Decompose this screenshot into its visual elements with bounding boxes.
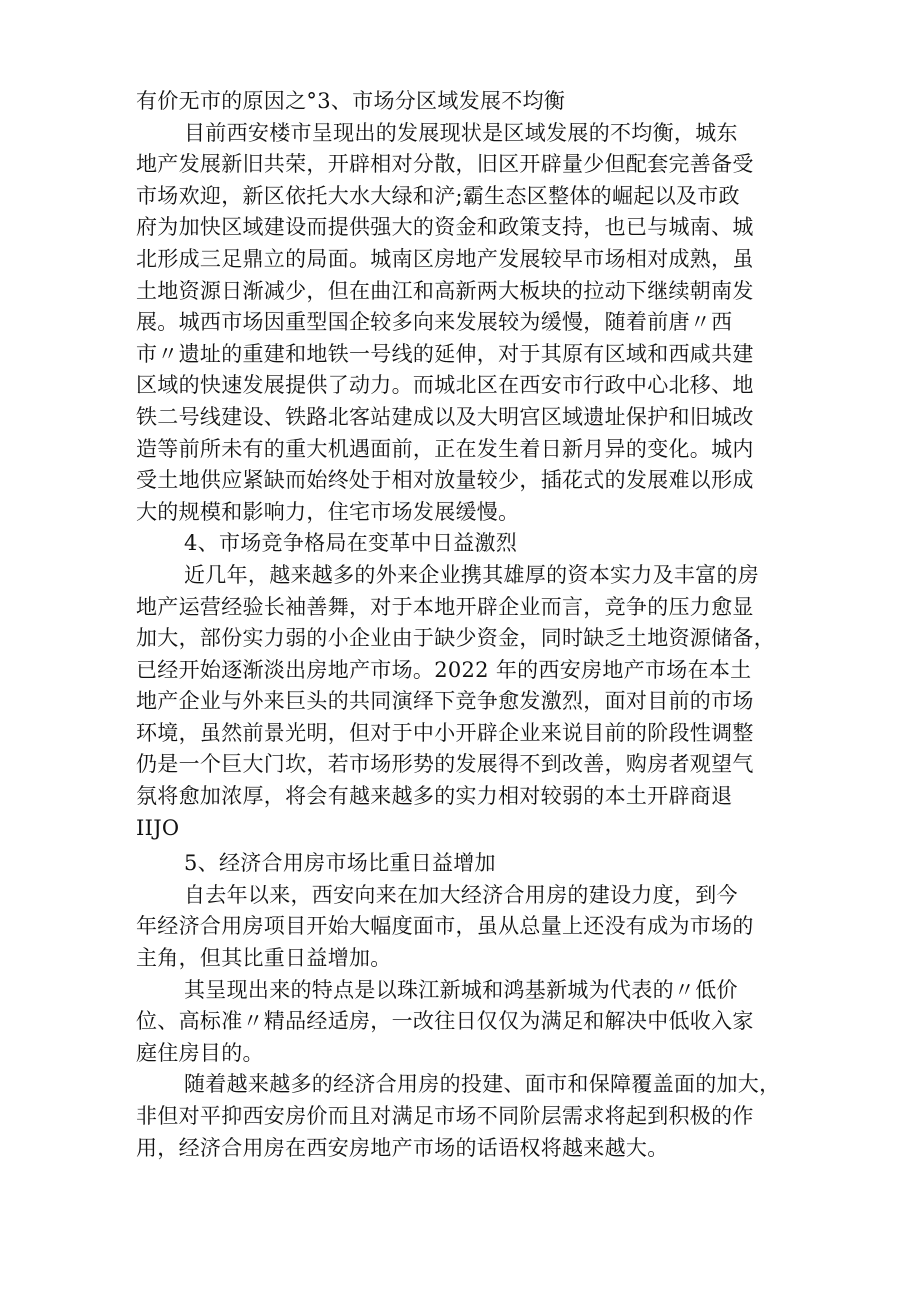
text-line: 展。城西市场因重型国企较多向来发展较为缓慢，随着前唐〃西 <box>136 310 733 335</box>
text-line: 非但对平抑西安房价而且对满足市场不同阶层需求将起到积极的作 <box>136 1104 754 1128</box>
text-line: 位、高标准〃精品经适房，一改往日仅仅为满足和解决中低收入家 <box>136 1009 754 1034</box>
text-line: 大的规模和影响力，住宅市场发展缓慢。 <box>136 499 520 524</box>
section-heading-5: 5、经济合用房市场比重日益增加 <box>184 851 496 876</box>
paragraph-start: 自去年以来，西安向来在加大经济合用房的建设力度，到今 <box>184 882 738 907</box>
text-line: 地产发展新旧共荣，开辟相对分散，旧区开辟量少但配套完善备受 <box>136 152 754 177</box>
paragraph-start: 目前西安楼市呈现出的发展现状是区域发展的不均衡，城东 <box>184 120 738 145</box>
text-line: 受土地供应紧缺而始终处于相对放量较少，插花式的发展难以形成 <box>136 468 754 493</box>
text-line: 氛将愈加浓厚，将会有越来越多的实力相对较弱的本土开辟商退 <box>136 784 733 809</box>
document-body <box>136 86 816 1164</box>
paragraph-start: 随着越来越多的经济合用房的投建、面市和保障覆盖面的加大， <box>184 1072 781 1097</box>
text-line: 市场欢迎，新区依托大水大绿和浐;霸生态区整体的崛起以及市政 <box>136 183 740 208</box>
text-line: 仍是一个巨大门坎，若市场形势的发展得不到改善，购房者观望气 <box>136 752 754 777</box>
text-line: 用，经济合用房在西安房地产市场的话语权将越来越大。 <box>136 1135 669 1160</box>
text-line: 府为加快区域建设而提供强大的资金和政策支持，也已与城南、城 <box>136 215 754 240</box>
paragraph-start: 近几年，越来越多的外来企业携其雄厚的资本实力及丰富的房 <box>184 562 760 587</box>
text-line: IIJO <box>136 815 180 840</box>
text-line: 主角，但其比重日益增加。 <box>136 946 392 971</box>
text-line: 市〃遗址的重建和地铁一号线的延伸，对于其原有区域和西咸共建 <box>136 341 754 366</box>
text-line: 庭住房目的。 <box>136 1040 264 1065</box>
text-line: 地产企业与外来巨头的共同演绎下竞争愈发激烈，面对目前的市场 <box>136 689 754 714</box>
text-line: 年经济合用房项目开始大幅度面市，虽从总量上还没有成为市场的 <box>136 914 754 939</box>
text-line: 有价无市的原因之°3、市场分区域发展不均衡 <box>136 89 566 113</box>
section-heading-4: 4、市场竞争格局在变革中日益激烈 <box>184 531 518 556</box>
paragraph-start: 其呈现出来的特点是以珠江新城和鸿基新城为代表的〃低价 <box>184 977 738 1002</box>
text-line: 加大，部份实力弱的小企业由于缺少资金，同时缺乏土地资源储备， <box>136 626 775 651</box>
text-line: 环境，虽然前景光明，但对于中小开辟企业来说目前的阶段性调整 <box>136 720 754 745</box>
text-line: 区域的快速发展提供了动力。而城北区在西安市行政中心北移、地 <box>136 373 754 398</box>
text-line: 已经开始逐渐淡出房地产市场。2022 年的西安房地产市场在本土 <box>136 657 752 682</box>
text-line: 土地资源日渐减少，但在曲江和高新两大板块的拉动下继续朝南发 <box>136 278 754 303</box>
text-line: 地产运营经验长袖善舞，对于本地开辟企业而言，竞争的压力愈显 <box>136 594 754 619</box>
text-line: 造等前所未有的重大机遇面前，正在发生着日新月异的变化。城内 <box>136 436 754 461</box>
text-line: 北形成三足鼎立的局面。城南区房地产发展较早市场相对成熟，虽 <box>136 246 754 271</box>
text-line: 铁二号线建设、铁路北客站建成以及大明宫区域遗址保护和旧城改 <box>136 404 754 429</box>
